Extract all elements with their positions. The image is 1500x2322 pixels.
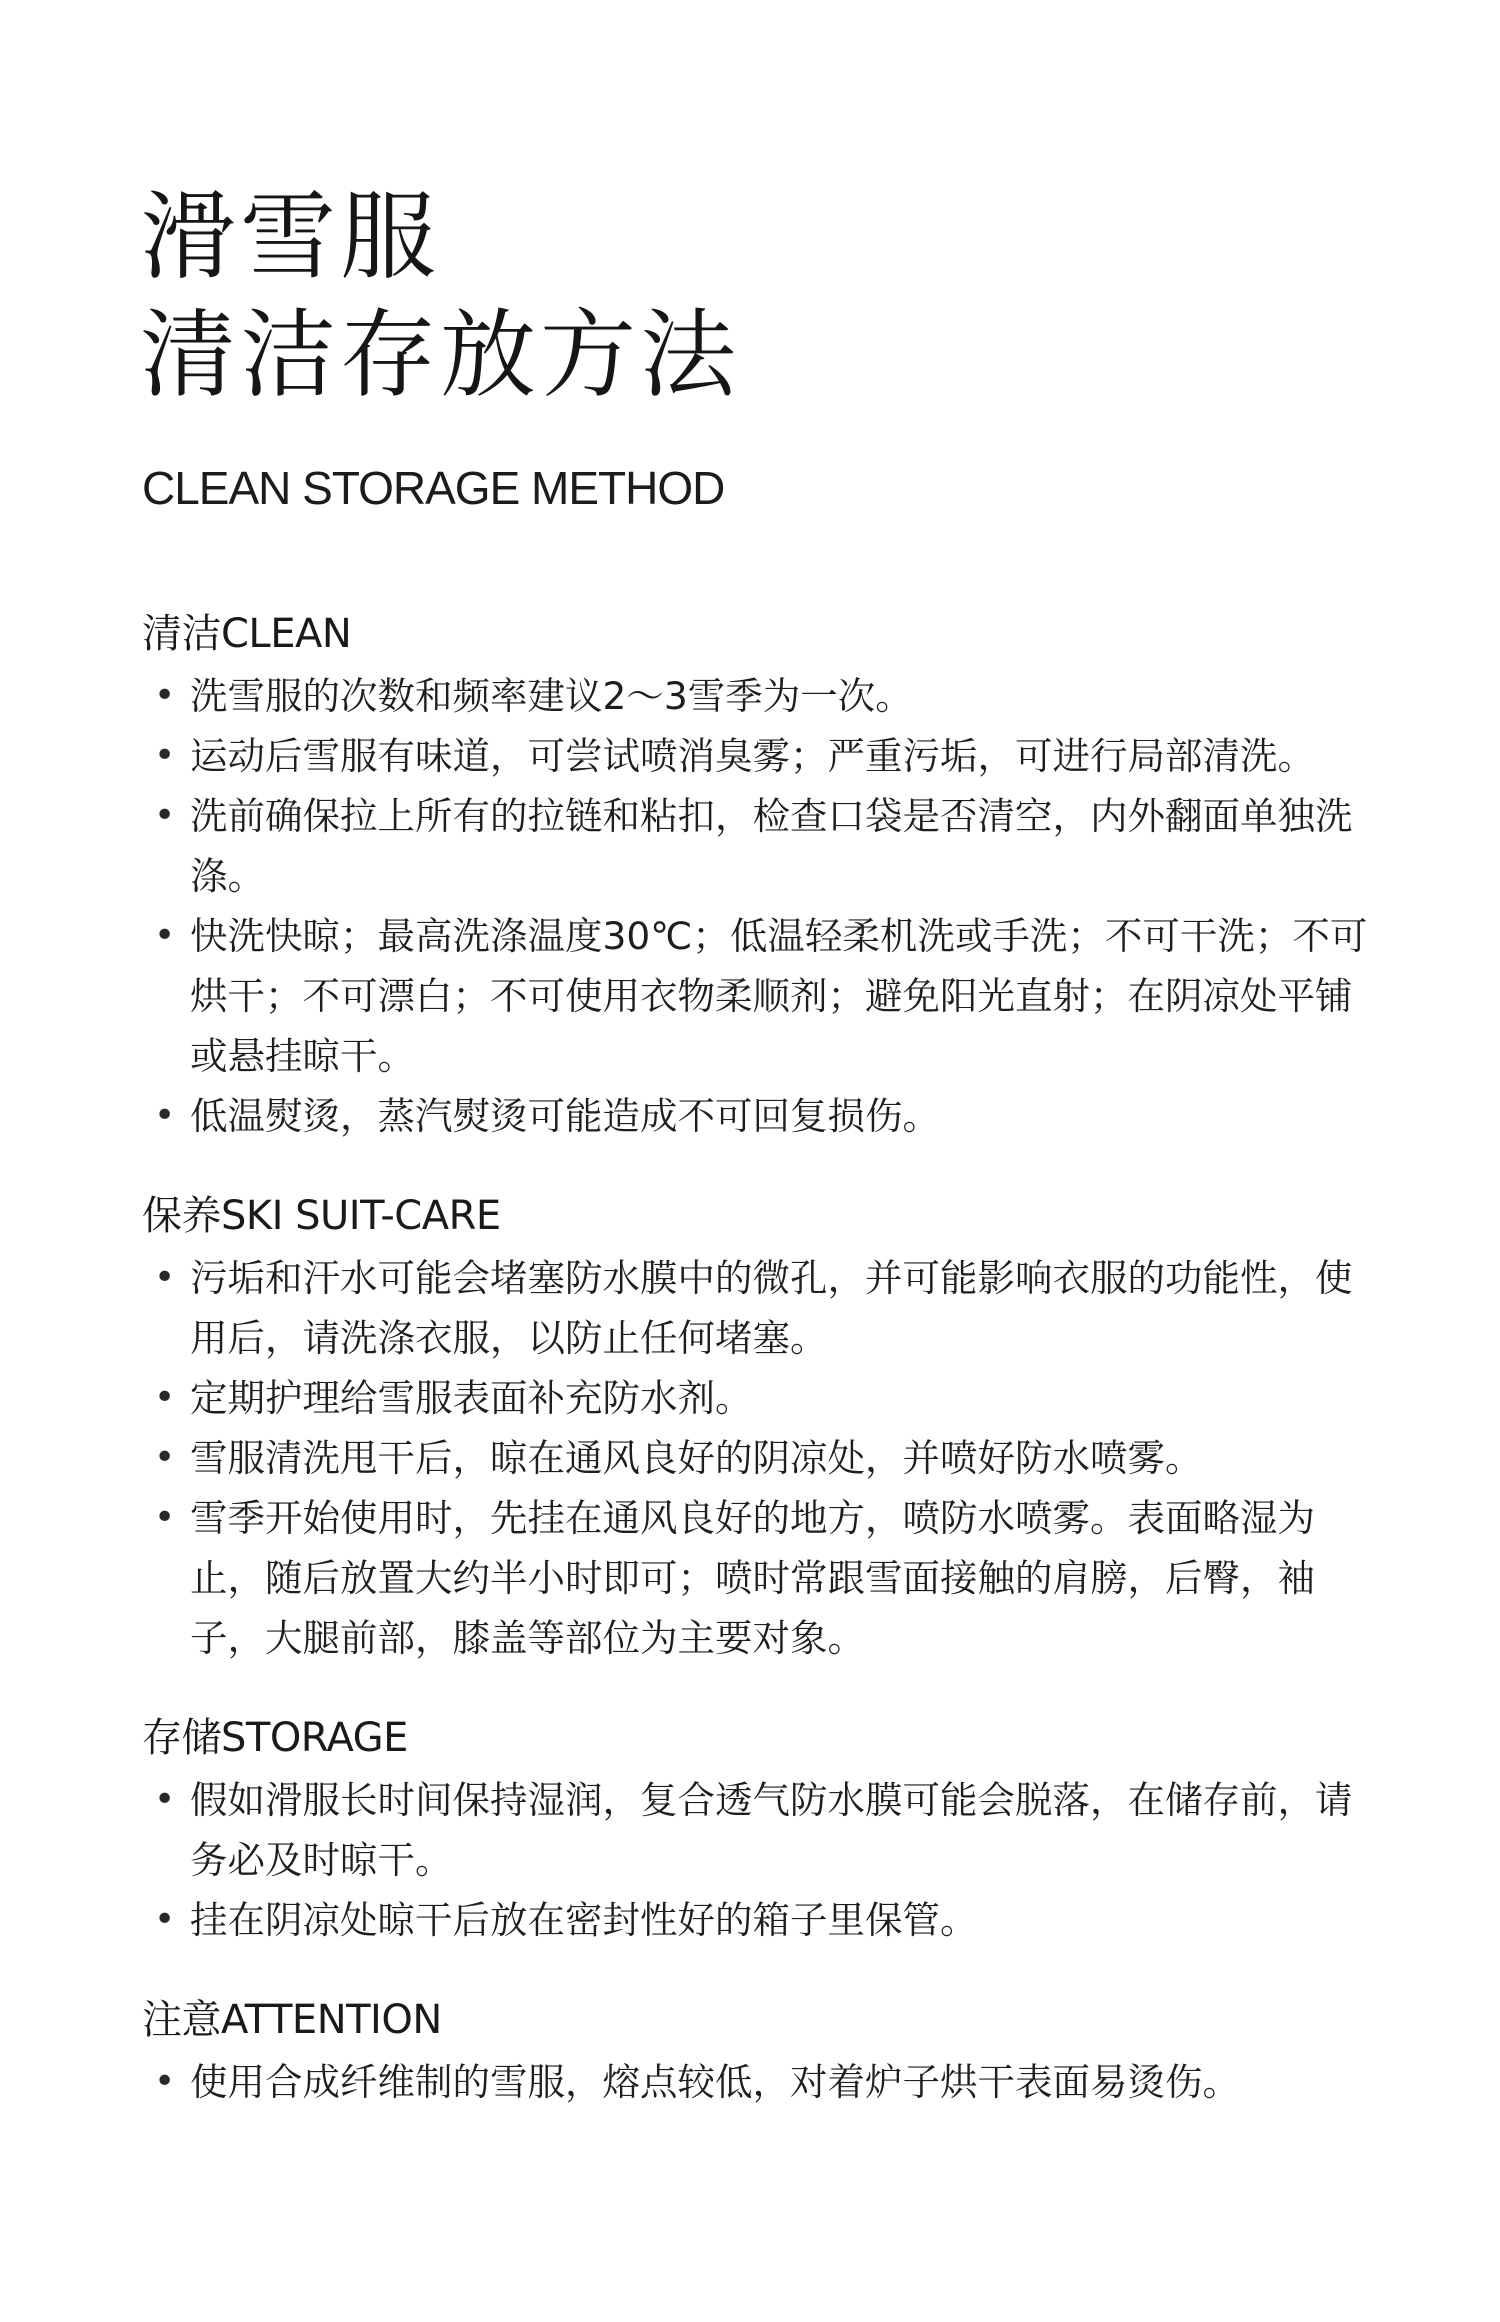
bullet-icon: • [154, 1779, 176, 1820]
list-item [140, 1248, 1380, 1368]
item-text: 挂在阴凉处晾干后放在密封性好的箱子里保管。 [190, 1898, 978, 1942]
bullet-icon: • [154, 735, 176, 776]
item-text: 洗前确保拉上所有的拉链和粘扣，检查口袋是否清空，内外翻面单独洗涤。 [190, 794, 1353, 898]
section-heading: 注意ATTENTION [142, 1997, 442, 2043]
section-heading: 清洁CLEAN [142, 611, 352, 657]
item-text: 假如滑服长时间保持湿润，复合透气防水膜可能会脱落，在储存前，请务必及时晾干。 [190, 1778, 1353, 1882]
section-care [140, 1186, 1400, 1668]
page-subtitle: CLEAN STORAGE METHOD [142, 462, 725, 514]
section-clean [140, 604, 1400, 1146]
bullet-icon: • [154, 1257, 176, 1298]
list-item [140, 1368, 1380, 1428]
list-item [140, 1890, 1380, 1950]
list-item [140, 2052, 1380, 2112]
bullet-icon: • [154, 915, 176, 956]
section-heading: 存储STORAGE [142, 1715, 408, 1761]
item-text: 洗雪服的次数和频率建议2～3雪季为一次。 [190, 674, 913, 718]
list-item [140, 666, 1380, 726]
list-item [140, 906, 1380, 1086]
item-text: 低温熨烫，蒸汽熨烫可能造成不可回复损伤。 [190, 1094, 940, 1138]
page-title [140, 178, 740, 414]
list-item [140, 1086, 1380, 1146]
item-text: 污垢和汗水可能会堵塞防水膜中的微孔，并可能影响衣服的功能性，使用后，请洗涤衣服，以防止任何堵塞。 [190, 1256, 1353, 1360]
item-text: 使用合成纤维制的雪服，熔点较低，对着炉子烘干表面易烫伤。 [190, 2060, 1240, 2104]
bullet-icon: • [154, 1437, 176, 1478]
section-attention [140, 1990, 1400, 2112]
title-line-2: 清洁存放方法 [140, 299, 740, 411]
sections-container [140, 604, 1400, 2152]
item-text: 定期护理给雪服表面补充防水剂。 [190, 1376, 753, 1420]
list-item [140, 1770, 1380, 1890]
bullet-icon: • [154, 1095, 176, 1136]
item-list [140, 1248, 1400, 1668]
item-text: 雪服清洗甩干后，晾在通风良好的阴凉处，并喷好防水喷雾。 [190, 1436, 1203, 1480]
item-list [140, 2052, 1400, 2112]
bullet-icon: • [154, 795, 176, 836]
item-list [140, 666, 1400, 1146]
bullet-icon: • [154, 675, 176, 716]
list-item [140, 786, 1380, 906]
item-text: 运动后雪服有味道，可尝试喷消臭雾；严重污垢，可进行局部清洗。 [190, 734, 1315, 778]
list-item [140, 726, 1380, 786]
bullet-icon: • [154, 1497, 176, 1538]
section-storage [140, 1708, 1400, 1950]
title-line-1: 滑雪服 [140, 181, 440, 293]
item-text: 快洗快晾；最高洗涤温度30℃；低温轻柔机洗或手洗；不可干洗；不可烘干；不可漂白；不可使用衣物柔顺剂；避免阳光直射；在阴凉处平铺或悬挂晾干。 [190, 914, 1368, 1078]
list-item [140, 1488, 1380, 1668]
bullet-icon: • [154, 2061, 176, 2102]
section-heading: 保养SKI SUIT-CARE [142, 1193, 501, 1239]
bullet-icon: • [154, 1377, 176, 1418]
bullet-icon: • [154, 1899, 176, 1940]
item-list [140, 1770, 1400, 1950]
list-item [140, 1428, 1380, 1488]
item-text: 雪季开始使用时，先挂在通风良好的地方，喷防水喷雾。表面略湿为止，随后放置大约半小时即可；喷时常跟雪面接触的肩膀，后臀，袖子，大腿前部，膝盖等部位为主要对象。 [190, 1496, 1315, 1660]
